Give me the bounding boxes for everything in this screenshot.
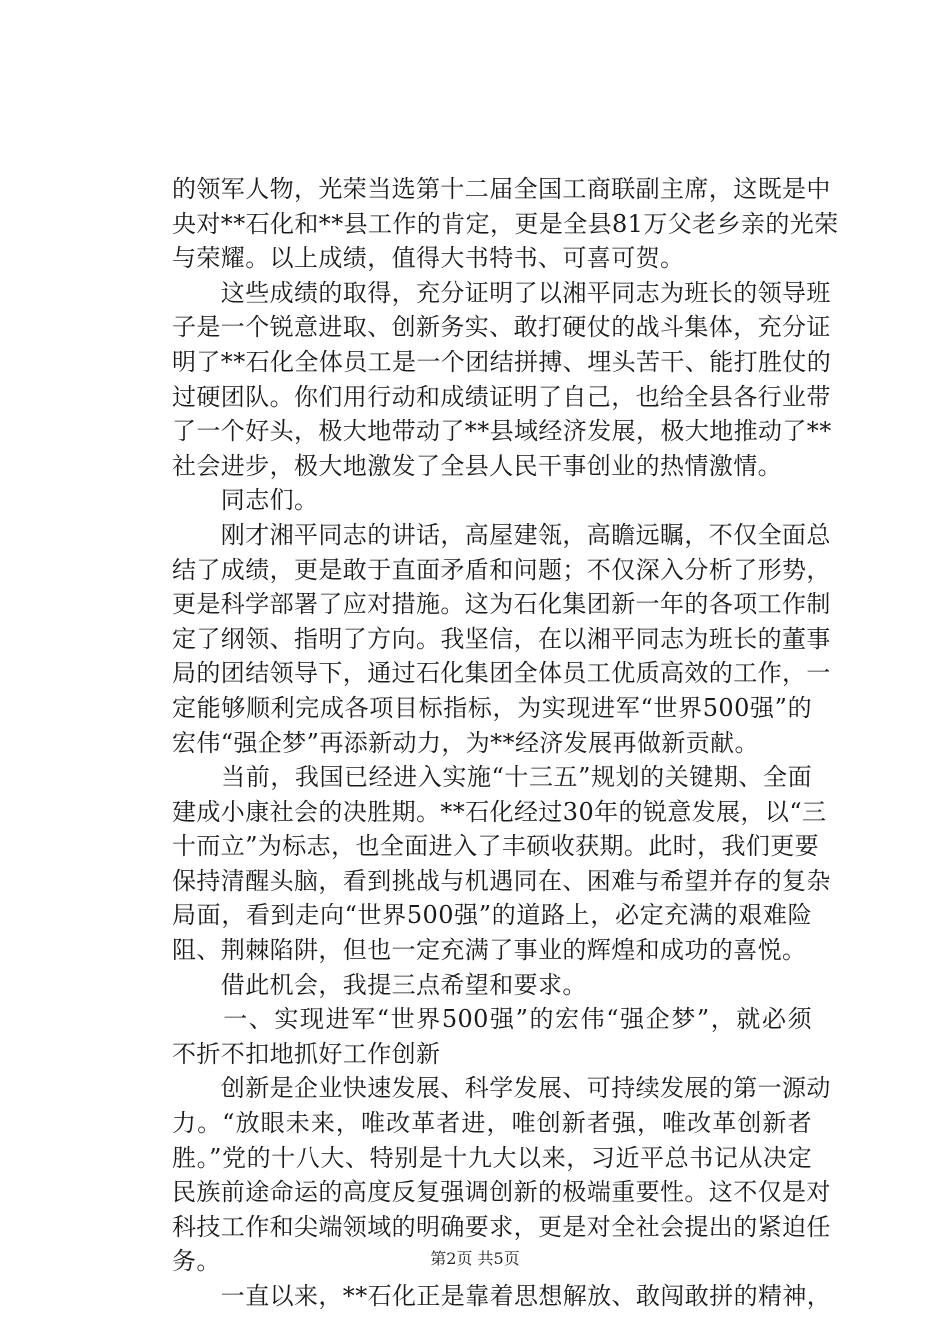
- text-line: 务。: [172, 1247, 221, 1276]
- text-line: 胜。”党的十八大、特别是十九大以来，习近平总书记从决定: [172, 1143, 812, 1172]
- text-line: 局的团结领导下，通过石化集团全体员工优质高效的工作，一: [172, 659, 831, 688]
- text-line: 的领军人物，光荣当选第十二届全国工商联副主席，这既是中: [172, 175, 831, 203]
- document-body: [172, 172, 839, 1314]
- text-line: 子是一个锐意进取、创新务实、敢打硬仗的战斗集体，充分证: [172, 313, 831, 342]
- text-line: 更是科学部署了应对措施。这为石化集团新一年的各项工作制: [172, 590, 831, 619]
- text-line: 了一个好头，极大地带动了**县域经济发展，极大地推动了**: [172, 417, 832, 446]
- text-line: 宏伟“强企梦”再添新动力，为**经济发展再做新贡献。: [172, 728, 759, 757]
- text-line: 结了成绩，更是敢于直面矛盾和问题；不仅深入分析了形势，: [172, 555, 831, 584]
- text-line: 定能够顺利完成各项目标指标，为实现进军“世界500强”的: [172, 693, 812, 722]
- text-line: 十而立”为标志，也全面进入了丰硕收获期。此时，我们更要: [172, 832, 820, 861]
- text-line: 定了纲领、指明了方向。我坚信，在以湘平同志为班长的董事: [172, 624, 831, 653]
- text-line: 建成小康社会的决胜期。**石化经过30年的锐意发展，以“三: [172, 797, 827, 826]
- text-line: 创新是企业快速发展、科学发展、可持续发展的第一源动: [172, 1074, 831, 1103]
- text-line: 不折不扣地抓好工作创新: [172, 1039, 441, 1068]
- text-line: 这些成绩的取得，充分证明了以湘平同志为班长的领导班: [172, 278, 831, 307]
- text-line: 力。“放眼未来，唯改革者进，唯创新者强，唯改革创新者: [172, 1109, 812, 1138]
- text-line: 央对**石化和**县工作的肯定，更是全县81万父老乡亲的光荣: [172, 209, 839, 238]
- text-line: 当前，我国已经进入实施“十三五”规划的关键期、全面: [172, 763, 812, 792]
- text-line: 阻、荆棘陷阱，但也一定充满了事业的辉煌和成功的喜悦。: [172, 936, 807, 965]
- page-footer: 第2页 共5页: [430, 1249, 520, 1268]
- text-line: 民族前途命运的高度反复强调创新的极端重要性。这不仅是对: [172, 1178, 831, 1207]
- text-line: 同志们。: [172, 486, 319, 515]
- text-line: 与荣耀。以上成绩，值得大书特书、可喜可贺。: [172, 244, 685, 273]
- text-line: 社会进步，极大地激发了全县人民干事创业的热情激情。: [172, 451, 782, 480]
- text-line: 一直以来，**石化正是靠着思想解放、敢闯敢拼的精神，: [172, 1282, 832, 1310]
- text-line: 刚才湘平同志的讲话，高屋建瓴，高瞻远瞩，不仅全面总: [172, 520, 831, 549]
- text-line: 科技工作和尖端领域的明确要求，更是对全社会提出的紧迫任: [172, 1212, 831, 1241]
- text-line: 过硬团队。你们用行动和成绩证明了自己，也给全县各行业带: [172, 382, 831, 411]
- text-line: 一、实现进军“世界500强”的宏伟“强企梦”，就必须: [172, 1005, 812, 1034]
- text-line: 借此机会，我提三点希望和要求。: [172, 970, 587, 999]
- text-line: 保持清醒头脑，看到挑战与机遇同在、困难与希望并存的复杂: [172, 866, 831, 895]
- text-line: 局面，看到走向“世界500强”的道路上，必定充满的艰难险: [172, 901, 812, 930]
- text-line: 明了**石化全体员工是一个团结拼搏、埋头苦干、能打胜仗的: [172, 347, 832, 376]
